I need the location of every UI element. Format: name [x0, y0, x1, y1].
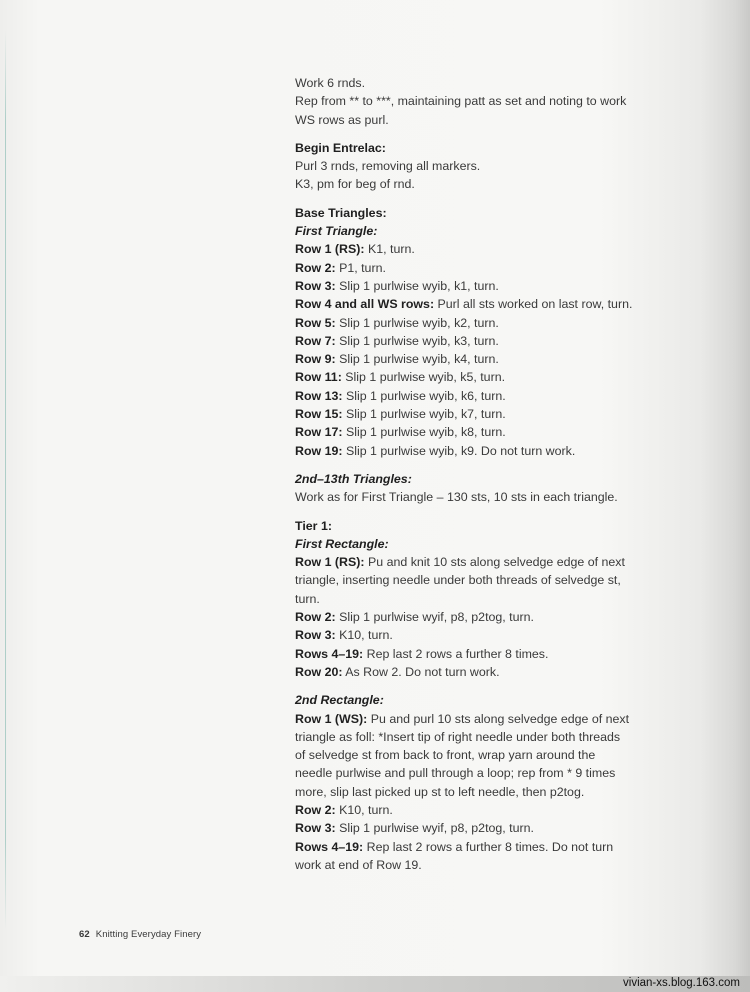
pattern-row	[295, 442, 655, 460]
row-label: Row 2:	[295, 610, 336, 625]
pattern-row	[295, 295, 655, 313]
pattern-row	[295, 277, 655, 295]
row-text: K10, turn.	[335, 802, 393, 817]
page-number: 62	[79, 929, 90, 940]
row-text: Slip 1 purlwise wyif, p8, p2tog, turn.	[335, 610, 534, 625]
spacer	[295, 507, 655, 517]
text-line: WS rows as purl.	[295, 112, 389, 127]
pattern-row	[295, 259, 655, 277]
text-line: needle purlwise and pull through a loop; rep from * 9 times	[295, 766, 616, 781]
text-line: triangle, inserting needle under both threads of selvedge st,	[295, 573, 621, 588]
row-text: Slip 1 purlwise wyib, k1, turn.	[335, 278, 499, 293]
row-text: Slip 1 purlwise wyif, p8, p2tog, turn.	[335, 821, 534, 836]
row-text: Slip 1 purlwise wyib, k7, turn.	[342, 407, 506, 422]
text-line: Purl 3 rnds, removing all markers.	[295, 159, 481, 174]
pattern-row	[295, 663, 655, 681]
row-text: Pu and purl 10 sts along selvedge edge of next	[367, 711, 630, 726]
row-label: Row 13:	[295, 388, 343, 403]
row-label: Row 9:	[295, 352, 336, 367]
text-line: Rep from ** to ***, maintaining patt as set and noting to work	[295, 94, 627, 109]
pattern-row	[295, 819, 655, 837]
row-text: Rep last 2 rows a further 8 times. Do not turn	[363, 839, 614, 854]
text-line: turn.	[295, 591, 320, 606]
row-label: Row 11:	[295, 370, 342, 385]
row-label: Row 3:	[295, 278, 336, 293]
sub-heading: 2nd–13th Triangles:	[295, 471, 412, 486]
row-label: Row 15:	[295, 407, 343, 422]
row-label: Row 17:	[295, 425, 343, 440]
pattern-row	[295, 387, 655, 405]
pattern-row	[295, 423, 655, 441]
spacer	[295, 681, 655, 691]
row-label: Row 1 (WS):	[295, 711, 368, 726]
row-text: Slip 1 purlwise wyib, k2, turn.	[335, 315, 499, 330]
row-label: Row 5:	[295, 315, 336, 330]
text-line: work at end of Row 19.	[295, 857, 422, 872]
pattern-row	[295, 553, 655, 571]
sub-heading: First Triangle:	[295, 224, 378, 239]
sub-heading: First Rectangle:	[295, 536, 389, 551]
section-heading: Tier 1:	[295, 518, 332, 533]
pattern-row	[295, 626, 655, 644]
pattern-text	[295, 74, 655, 874]
row-text: Slip 1 purlwise wyib, k4, turn.	[335, 352, 499, 367]
section-heading: Base Triangles:	[295, 205, 387, 220]
pattern-row	[295, 368, 655, 386]
row-label: Row 1 (RS):	[295, 555, 365, 570]
pattern-row	[295, 645, 655, 663]
row-text: Slip 1 purlwise wyib, k8, turn.	[342, 425, 506, 440]
text-line: more, slip last picked up st to left needle, then p2tog.	[295, 784, 585, 799]
sub-heading: 2nd Rectangle:	[295, 693, 384, 708]
row-text: Rep last 2 rows a further 8 times.	[363, 646, 549, 661]
pattern-row	[295, 710, 655, 728]
section-heading: Begin Entrelac:	[295, 140, 386, 155]
row-label: Row 2:	[295, 802, 336, 817]
row-label: Row 1 (RS):	[295, 242, 365, 257]
pattern-row	[295, 350, 655, 368]
pattern-row	[295, 314, 655, 332]
text-line: triangle as foll: *Insert tip of right needle under both threads	[295, 729, 621, 744]
row-label: Row 19:	[295, 443, 343, 458]
row-label: Row 2:	[295, 260, 336, 275]
text-line: K3, pm for beg of rnd.	[295, 177, 415, 192]
row-text: Pu and knit 10 sts along selvedge edge of next	[364, 555, 625, 570]
spacer	[295, 194, 655, 204]
pattern-row	[295, 405, 655, 423]
text-line: Work as for First Triangle – 130 sts, 10 sts in each triangle.	[295, 490, 618, 505]
pattern-row	[295, 332, 655, 350]
book-title: Knitting Everyday Finery	[95, 929, 202, 940]
text-line: of selvedge st from back to front, wrap yarn around the	[295, 748, 596, 763]
pattern-row	[295, 801, 655, 819]
pattern-row	[295, 838, 655, 856]
spacer	[295, 460, 655, 470]
row-label: Row 3:	[295, 821, 336, 836]
row-text: P1, turn.	[335, 260, 386, 275]
row-label: Rows 4–19:	[295, 839, 364, 854]
page-footer	[79, 929, 201, 940]
row-text: Slip 1 purlwise wyib, k5, turn.	[341, 370, 506, 385]
row-label: Row 7:	[295, 333, 336, 348]
binding-gutter	[5, 30, 6, 930]
row-label: Row 20:	[295, 664, 343, 679]
row-text: Slip 1 purlwise wyib, k3, turn.	[335, 333, 499, 348]
row-text: Slip 1 purlwise wyib, k9. Do not turn work.	[342, 443, 576, 458]
row-text: K10, turn.	[335, 628, 393, 643]
row-text: As Row 2. Do not turn work.	[342, 664, 500, 679]
watermark: vivian-xs.blog.163.com	[623, 977, 740, 989]
pattern-row	[295, 240, 655, 258]
row-text: Purl all sts worked on last row, turn.	[434, 297, 633, 312]
row-label: Row 4 and all WS rows:	[295, 297, 435, 312]
row-text: Slip 1 purlwise wyib, k6, turn.	[342, 388, 506, 403]
row-text: K1, turn.	[364, 242, 415, 257]
row-label: Rows 4–19:	[295, 646, 364, 661]
pattern-row	[295, 608, 655, 626]
spacer	[295, 129, 655, 139]
row-label: Row 3:	[295, 628, 336, 643]
text-line: Work 6 rnds.	[295, 76, 366, 90]
